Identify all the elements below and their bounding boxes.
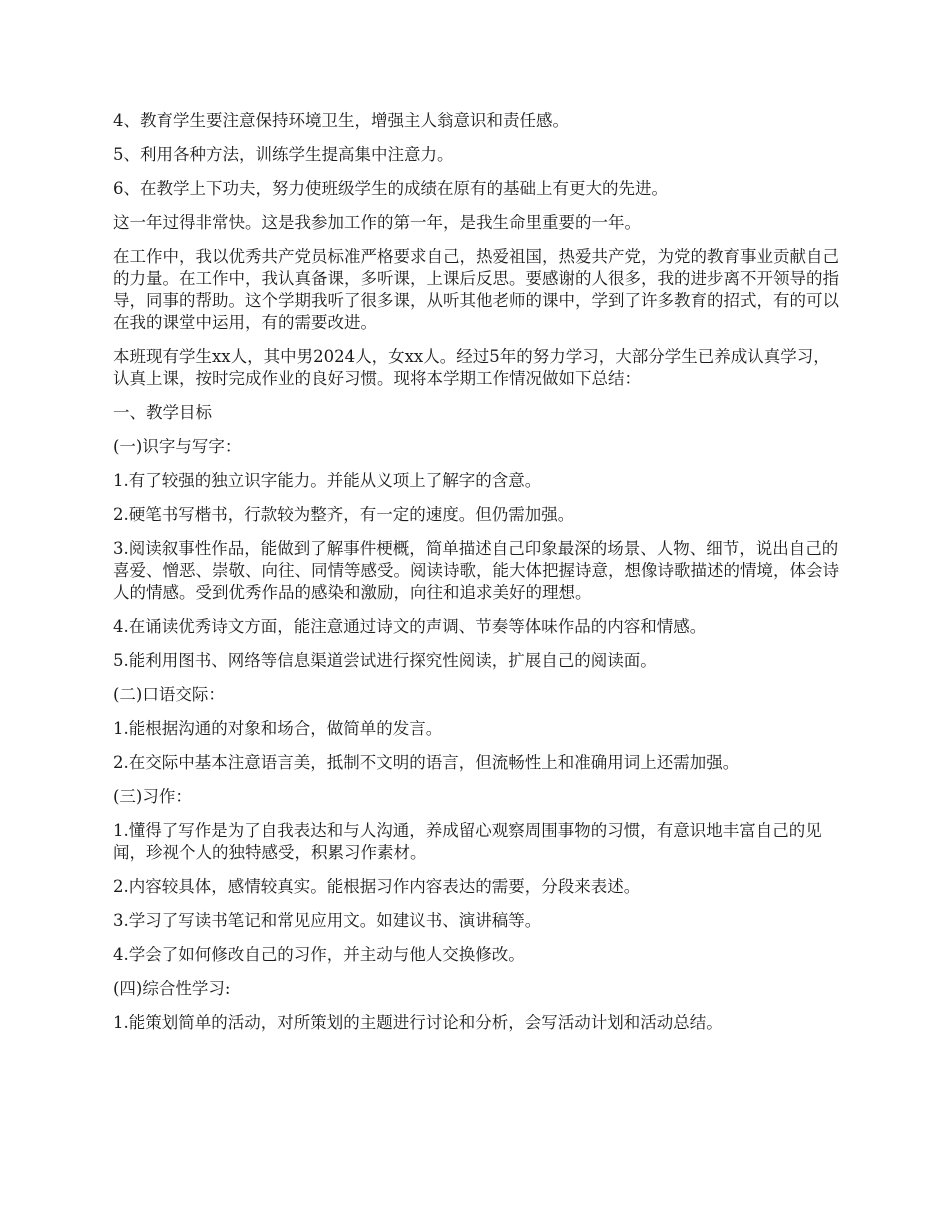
list-item: 5.能利用图书、网络等信息渠道尝试进行探究性阅读，扩展自己的阅读面。 [113, 651, 657, 670]
list-item: 1.能根据沟通的对象和场合，做简单的发言。 [113, 719, 443, 738]
list-item: 3.学习了写读书笔记和常见应用文。如建议书、演讲稿等。 [113, 911, 542, 930]
body-paragraph: 本班现有学生xx人，其中男2024人，女xx人。经过5年的努力学习，大部分学生已养成认真学习，认真上课，按时完成作业的良好习惯。现将本学期工作情况做如下总结： [113, 347, 830, 388]
list-item-6: 6、在教学上下功夫，努力使班级学生的成绩在原有的基础上有更大的先进。 [113, 179, 668, 198]
body-paragraph: 这一年过得非常快。这是我参加工作的第一年，是我生命里重要的一年。 [113, 213, 641, 232]
subsection-heading: (四)综合性学习: [113, 979, 231, 998]
subsection-heading: (一)识字与写字： [113, 437, 242, 456]
document-body [113, 110, 843, 1046]
body-paragraph: 在工作中，我以优秀共产党员标准严格要求自己，热爱祖国，热爱共产党，为党的教育事业贡献自己的力量。在工作中，我认真备课，多听课，上课后反思。要感谢的人很多，我的进步离不开领导的指导，同事的帮助。这个学期我听了很多课，从听其他老师的课中，学到了许多教育的招式，有的可以在我的课堂中运用，有的需要改进。 [113, 247, 839, 332]
subsection-heading: (二)口语交际： [113, 685, 225, 704]
list-item: 3.阅读叙事性作品，能做到了解事件梗概，简单描述自己印象最深的场景、人物、细节，说出自己的喜爱、憎恶、崇敬、向往、同情等感受。阅读诗歌，能大体把握诗意，想像诗歌描述的情境，体会诗人的情感。受到优秀作品的感染和激励，向往和追求美好的理想。 [113, 539, 839, 602]
list-item: 1.有了较强的独立识字能力。并能从义项上了解字的含意。 [113, 471, 542, 490]
subsection-heading: (三)习作： [113, 787, 192, 806]
list-item: 1.能策划简单的活动，对所策划的主题进行讨论和分析，会写活动计划和活动总结。 [113, 1013, 723, 1032]
list-item: 2.在交际中基本注意语言美，抵制不文明的语言，但流畅性上和准确用词上还需加强。 [113, 753, 740, 772]
list-item: 4.在诵读优秀诗文方面，能注意通过诗文的声调、节奏等体味作品的内容和情感。 [113, 617, 707, 636]
list-item: 1.懂得了写作是为了自我表达和与人沟通，养成留心观察周围事物的习惯，有意识地丰富自己的见闻，珍视个人的独特感受，积累习作素材。 [113, 821, 822, 862]
list-item: 2.内容较具体，感情较真实。能根据习作内容表达的需要，分段来表述。 [113, 877, 641, 896]
list-item-4: 4、教育学生要注意保持环境卫生，增强主人翁意识和责任感。 [113, 111, 569, 130]
list-item: 2.硬笔书写楷书，行款较为整齐，有一定的速度。但仍需加强。 [113, 505, 575, 524]
list-item: 4.学会了如何修改自己的习作，并主动与他人交换修改。 [113, 945, 525, 964]
section-heading: 一、教学目标 [113, 403, 212, 422]
list-item-5: 5、利用各种方法，训练学生提高集中注意力。 [113, 145, 454, 164]
